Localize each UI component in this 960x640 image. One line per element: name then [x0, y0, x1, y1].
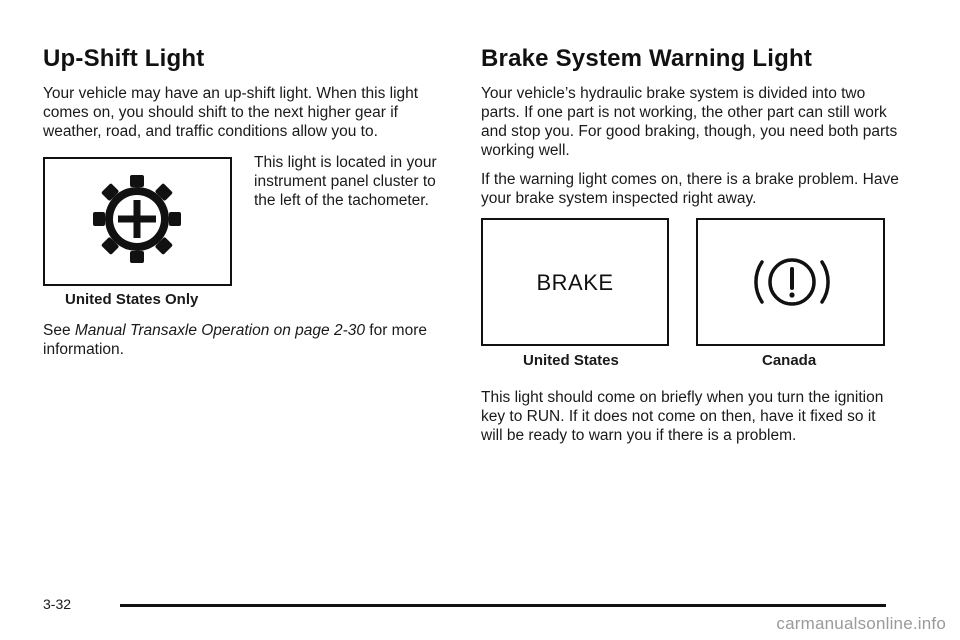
brake-us-caption: United States	[523, 352, 619, 369]
upshift-location-text: This light is located in your instrument panel cluster to the left of the tachometer.	[254, 154, 437, 209]
brake-para-2: If the warning light comes on, there is a brake problem. Have your brake system inspected right away.	[481, 171, 899, 207]
watermark: carmanualsonline.info	[776, 614, 946, 633]
brake-title: Brake System Warning Light	[481, 45, 813, 72]
upshift-see-more	[43, 321, 453, 359]
brake-section	[481, 44, 901, 455]
see-suffix: for more information.	[43, 322, 427, 358]
brake-canada-caption: Canada	[762, 352, 817, 369]
brake-us-label: BRAKE	[536, 270, 614, 295]
upshift-intro: Your vehicle may have an up-shift light. When this light comes on, you should shift to the next higher gear if weather, road, and traffic conditions allow you to.	[43, 85, 419, 140]
footer-rule	[120, 604, 886, 607]
brake-us-panel	[481, 218, 669, 346]
upshift-figure-row	[43, 155, 453, 315]
upshift-panel	[43, 157, 232, 286]
manual-transaxle-link[interactable]: Manual Transaxle Operation on page 2-30	[74, 322, 365, 339]
upshift-section	[43, 44, 453, 369]
brake-canada-panel	[696, 218, 885, 346]
brake-warning-icon	[698, 220, 883, 344]
brake-para-3: This light should come on briefly when you turn the ignition key to RUN. If it does not come on then, have it fixed so it will be ready to warn you if there is a problem.	[481, 389, 884, 444]
page-number: 3-32	[43, 596, 72, 612]
brake-para-1: Your vehicle’s hydraulic brake system is divided into two parts. If one part is not working, the other part can still work and stop you. For good braking, though, you need both parts working well.	[481, 85, 898, 159]
see-prefix: See	[43, 322, 75, 339]
upshift-title: Up-Shift Light	[43, 45, 205, 72]
gear-plus-icon	[45, 159, 234, 284]
upshift-caption: United States Only	[65, 291, 199, 308]
brake-figure-row	[481, 218, 901, 376]
